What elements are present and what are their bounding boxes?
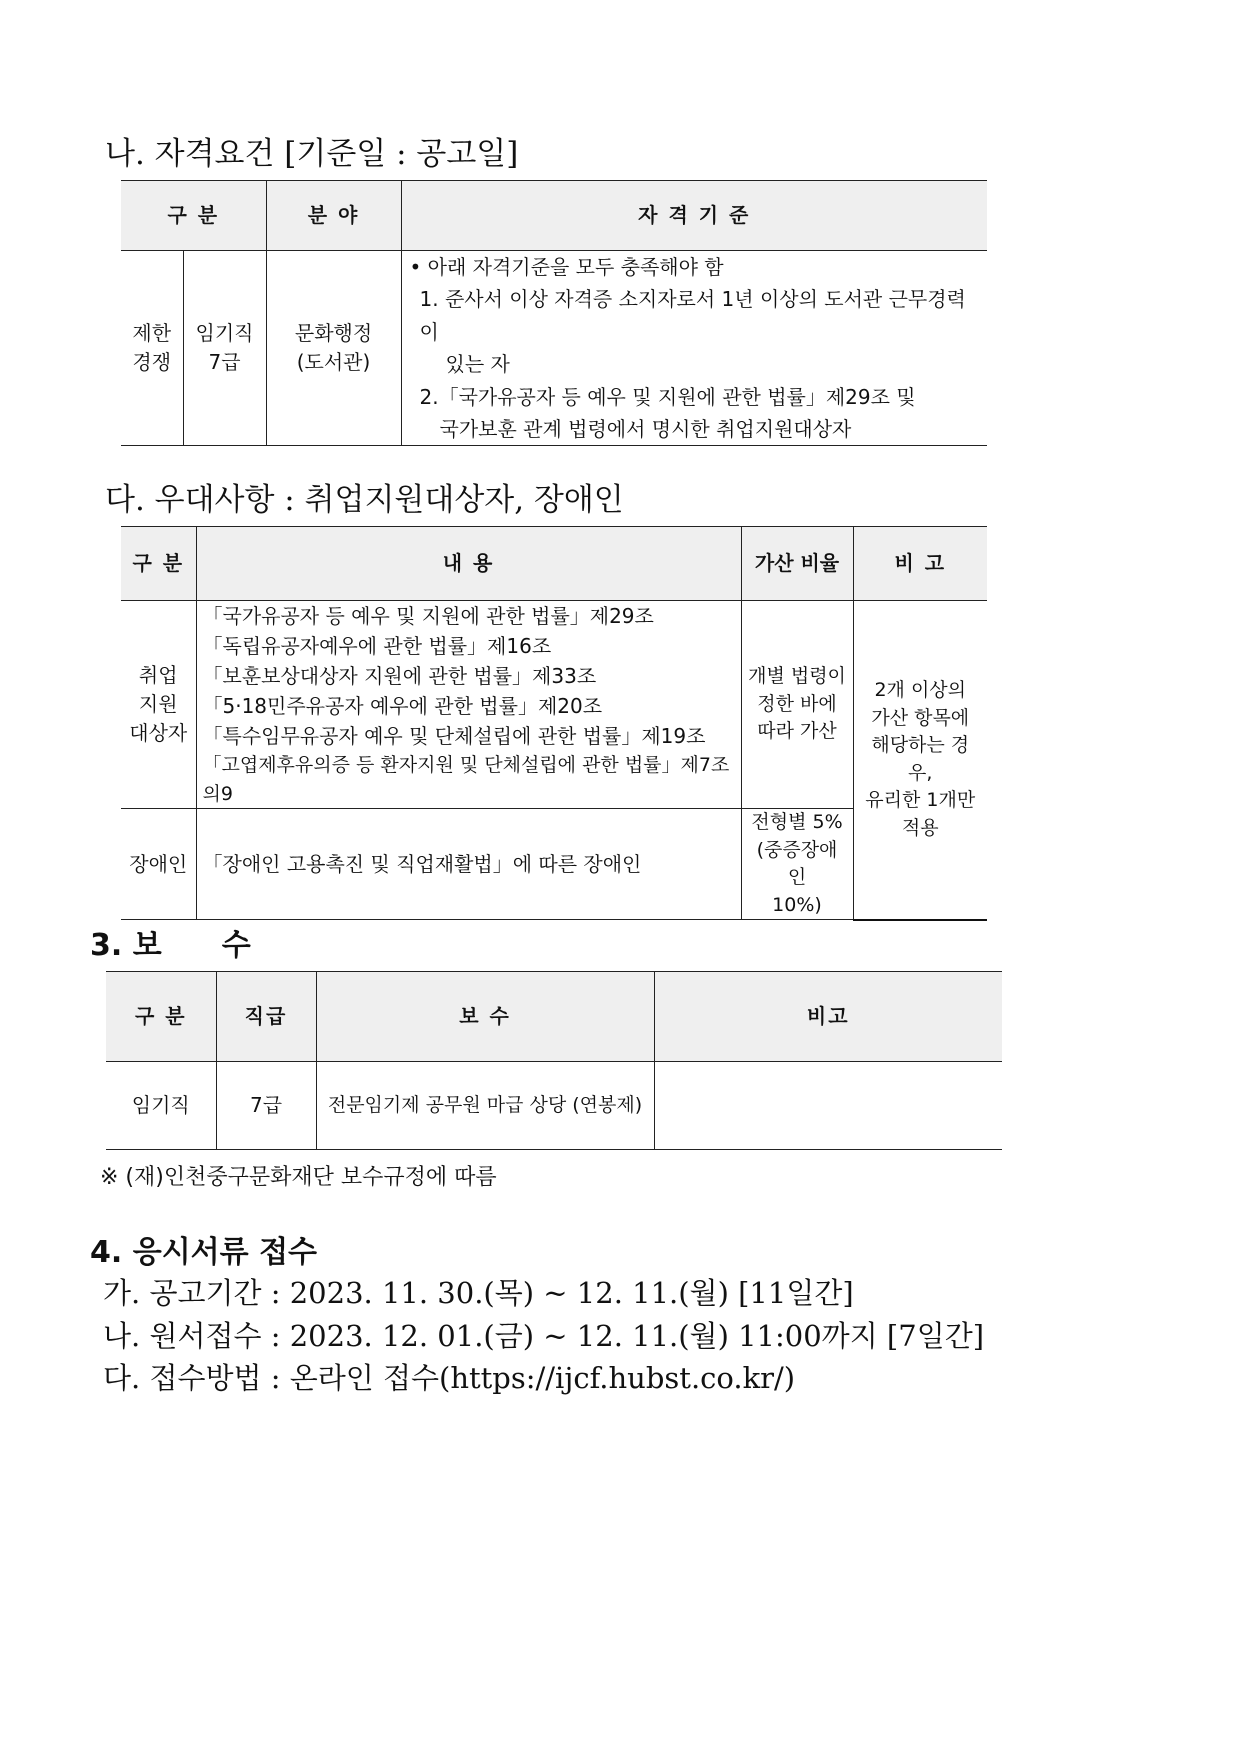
cell-type: 제한 경쟁 <box>121 251 183 446</box>
criteria-line: 국가보훈 관계 법령에서 명시한 취업지원대상자 <box>439 416 852 441</box>
criteria-line: 2.「국가유공자 등 예우 및 지원에 관한 법률」제29조 및 <box>419 384 916 409</box>
header-remark: 비고 <box>654 972 1002 1062</box>
application-receipt-line: 나. 원서접수 : 2023. 12. 01.(금) ~ 12. 11.(월) 11:00까지 [7일간] <box>103 1319 985 1353</box>
salary-table <box>106 971 1002 1150</box>
section-heading-qualifications: 나. 자격요건 [기준일 : 공고일] <box>105 136 519 172</box>
header-grade: 직급 <box>216 972 316 1062</box>
header-salary: 보 수 <box>316 972 654 1062</box>
cell-category: 임기직 <box>106 1062 216 1150</box>
header-category: 구 분 <box>121 181 266 251</box>
header-category: 구 분 <box>106 972 216 1062</box>
header-content: 내 용 <box>196 527 741 601</box>
cell-content-disabled: 「장애인 고용촉진 및 직업재활법」에 따른 장애인 <box>196 809 741 920</box>
salary-note: ※ (재)인천중구문화재단 보수규정에 따름 <box>100 1165 497 1190</box>
cell-category-disabled: 장애인 <box>121 809 196 920</box>
header-field: 분 야 <box>266 181 401 251</box>
cell-criteria <box>401 251 987 446</box>
criteria-line: 1. 준사서 이상 자격증 소지자로서 1년 이상의 도서관 근무경력이 <box>419 287 966 344</box>
law-line: 「국가유공자 등 예우 및 지원에 관한 법률」제29조 <box>202 604 654 628</box>
cell-remark: 2개 이상의 가산 항목에 해당하는 경우, 유리한 1개만 적용 <box>853 601 987 920</box>
law-line: 「고엽제후유의증 등 환자지원 및 단체설립에 관한 법률」제7조의9 <box>202 754 730 805</box>
law-line: 「특수임무유공자 예우 및 단체설립에 관한 법률」제19조 <box>202 724 706 748</box>
section-heading-salary: 3. 보 수 <box>90 928 251 963</box>
criteria-line: • 아래 자격기준을 모두 충족해야 함 <box>409 255 724 279</box>
section-heading-application: 4. 응시서류 접수 <box>90 1235 318 1270</box>
section-heading-preferences: 다. 우대사항 : 취업지원대상자, 장애인 <box>105 482 624 518</box>
header-category: 구 분 <box>121 527 196 601</box>
qualifications-table <box>121 180 987 446</box>
law-line: 「보훈보상대상자 지원에 관한 법률」제33조 <box>202 664 597 688</box>
cell-grade: 임기직 7급 <box>183 251 266 446</box>
cell-category-employment-support: 취업 지원 대상자 <box>121 601 196 809</box>
criteria-line: 있는 자 <box>445 352 510 377</box>
law-line: 「독립유공자예우에 관한 법률」제16조 <box>202 634 552 658</box>
cell-field: 문화행정 (도서관) <box>266 251 401 446</box>
law-line: 「5·18민주유공자 예우에 관한 법률」제20조 <box>202 694 603 718</box>
application-method-line: 다. 접수방법 : 온라인 접수(https://ijcf.hubst.co.kr/) <box>103 1361 796 1395</box>
cell-rate-disabled: 전형별 5% (중증장애인 10%) <box>741 809 853 920</box>
cell-remark <box>654 1062 1002 1150</box>
application-period-line: 가. 공고기간 : 2023. 11. 30.(목) ~ 12. 11.(월) [11일간] <box>103 1276 854 1310</box>
preferences-table <box>121 526 987 921</box>
cell-grade: 7급 <box>216 1062 316 1150</box>
cell-content-laws <box>196 601 741 809</box>
cell-rate: 개별 법령이 정한 바에 따라 가산 <box>741 601 853 809</box>
header-remark: 비 고 <box>853 527 987 601</box>
cell-salary: 전문임기제 공무원 마급 상당 (연봉제) <box>316 1062 654 1150</box>
header-criteria: 자 격 기 준 <box>401 181 987 251</box>
header-rate: 가산 비율 <box>741 527 853 601</box>
